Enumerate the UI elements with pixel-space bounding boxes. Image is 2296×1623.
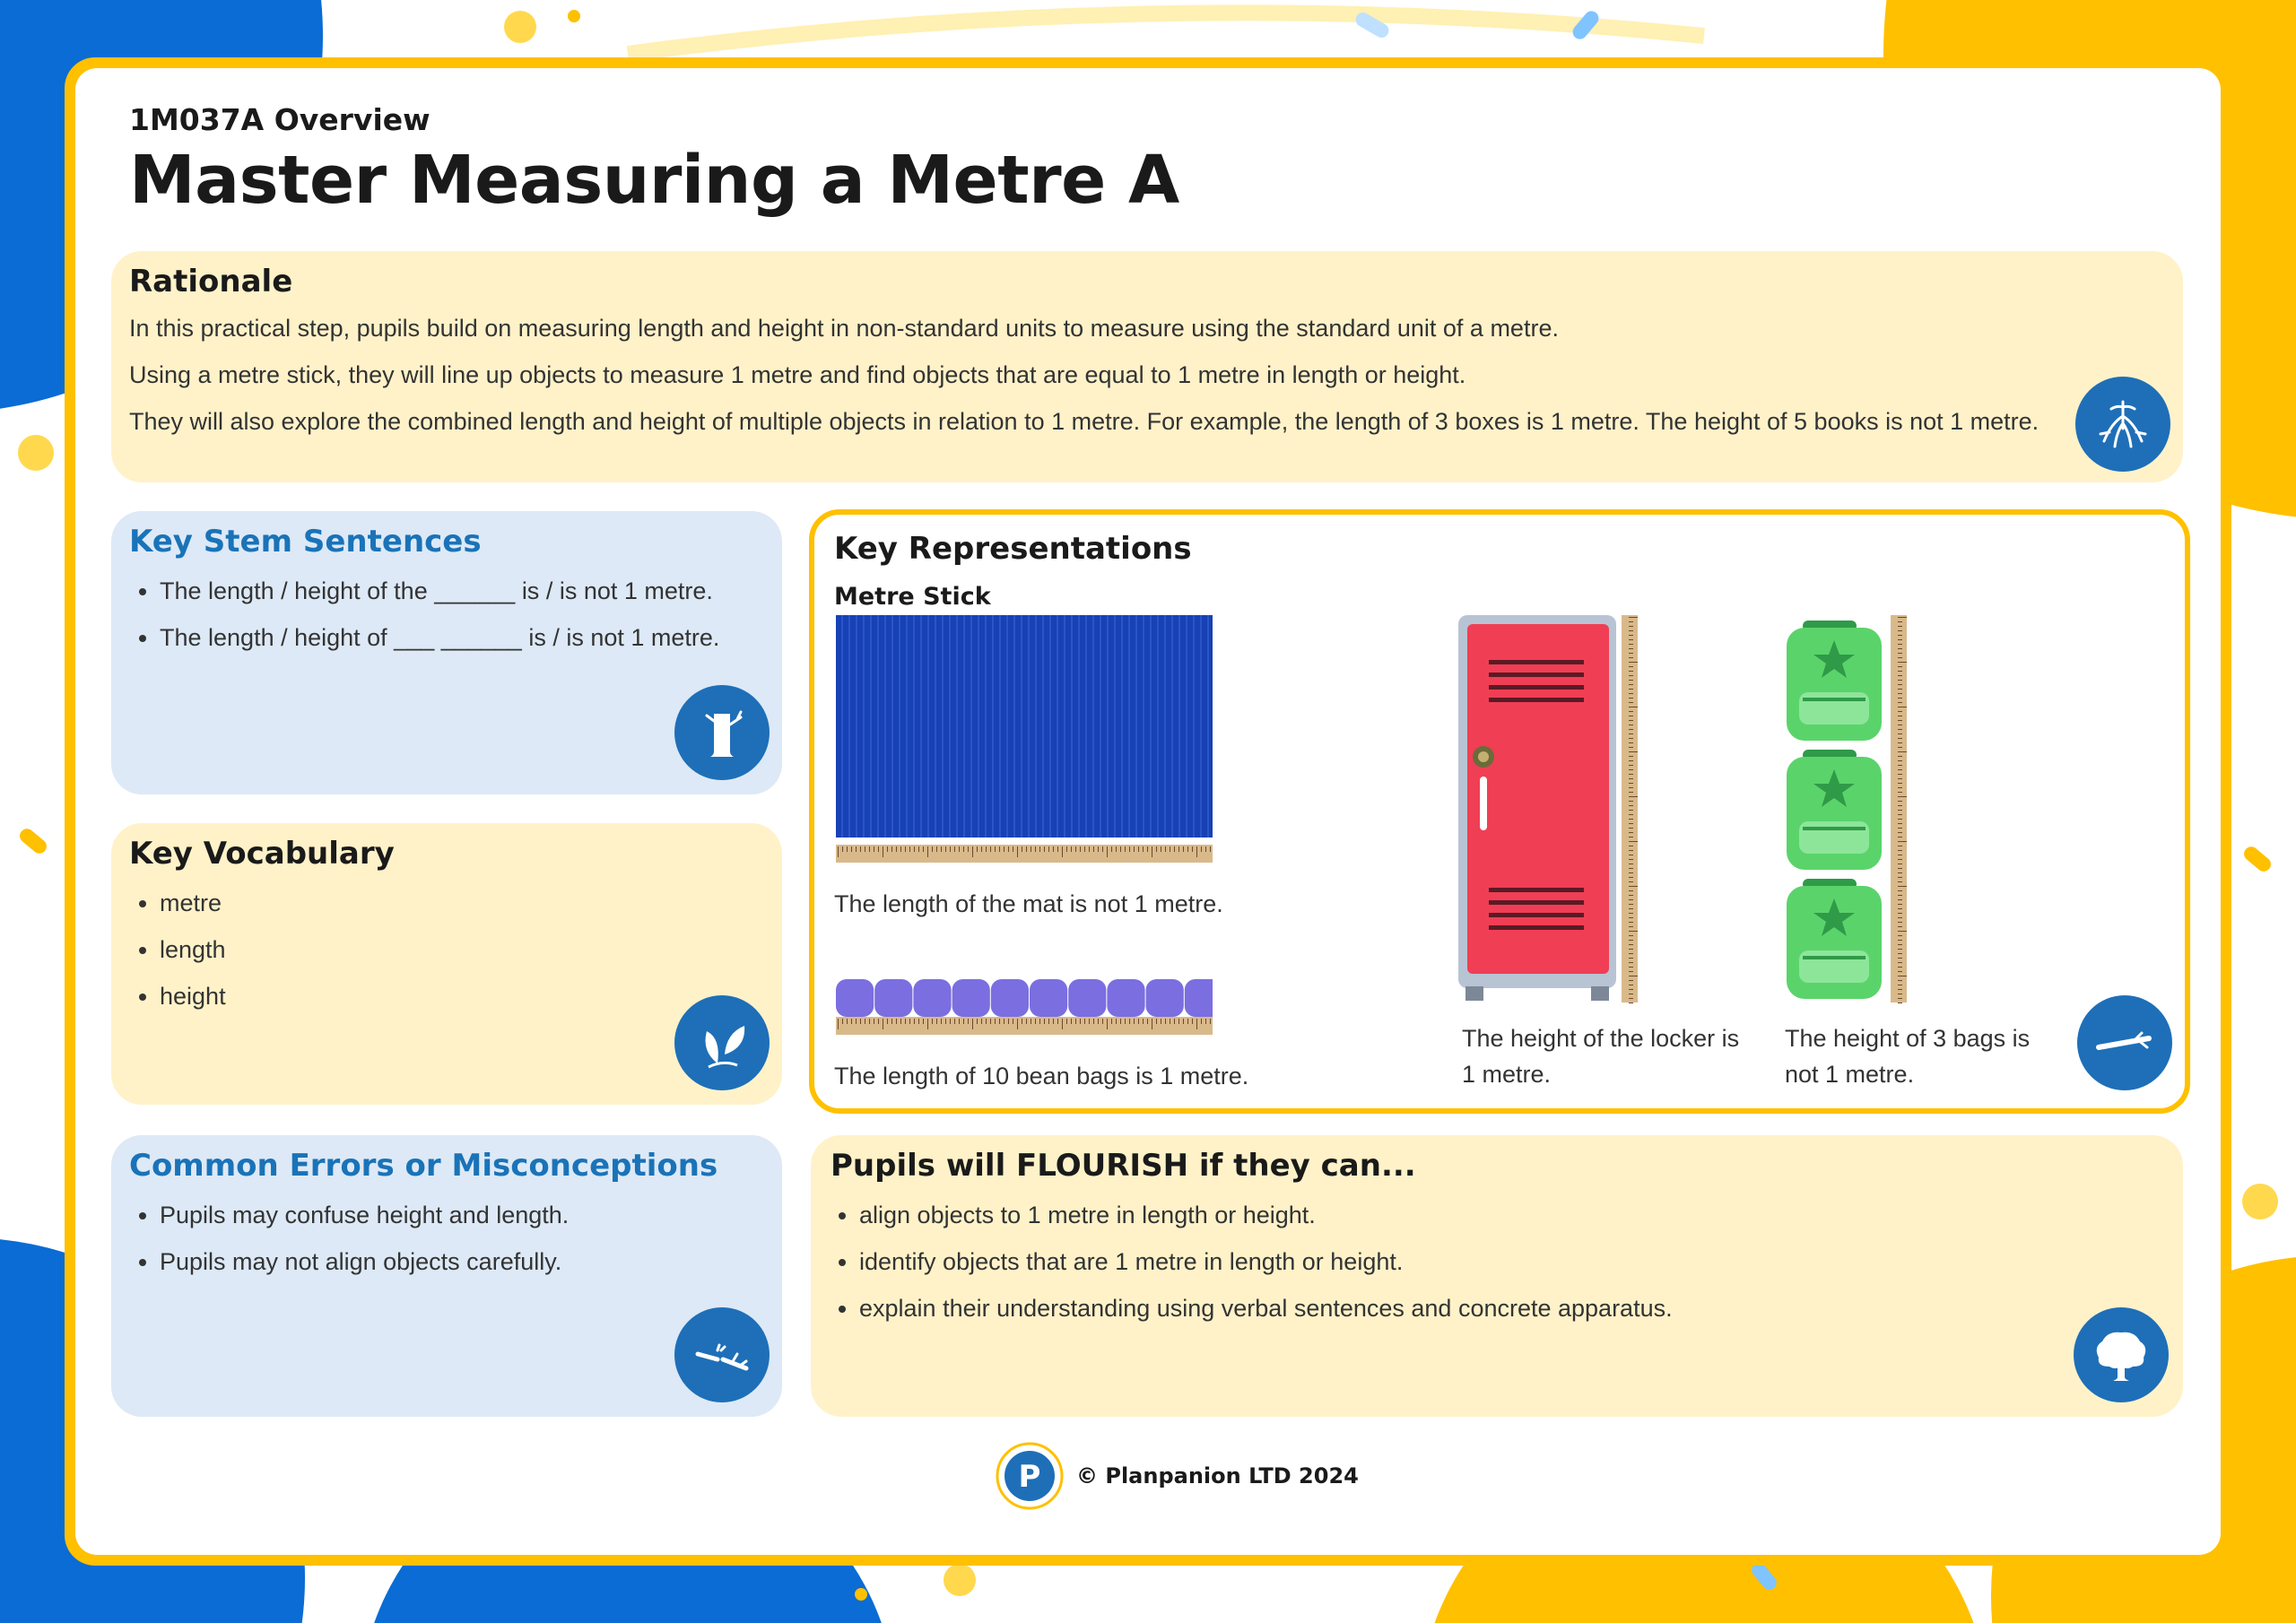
bags-caption: The height of 3 bags is not 1 metre. [1785, 1025, 2031, 1088]
vocabulary-heading: Key Vocabulary [129, 836, 395, 872]
bean-bags-caption: The length of 10 bean bags is 1 metre. [834, 1063, 1249, 1089]
misconceptions-list [129, 1200, 569, 1293]
list-item: • The length / height of the ______ is / is not 1 metre. [160, 576, 719, 606]
branch-icon [2077, 995, 2172, 1090]
page-title: Master Measuring a Metre A [129, 142, 1179, 219]
list-item: • height [160, 981, 226, 1011]
list-item: • identify objects that are 1 metre in length or height. [859, 1246, 1673, 1277]
broken-branch-icon [674, 1307, 770, 1402]
planpanion-logo [996, 1442, 1064, 1510]
rationale-panel [111, 251, 2183, 482]
bean-bag [913, 979, 951, 1017]
locker-illustration [1457, 615, 1650, 1006]
bean-bag [1146, 979, 1184, 1017]
flourish-panel [811, 1135, 2183, 1417]
vocabulary-panel [111, 823, 782, 1105]
roots-icon [2075, 377, 2170, 472]
bean-bag [1107, 979, 1144, 1017]
locker-caption: The height of the locker is 1 metre. [1462, 1025, 1740, 1088]
list-item: • length [160, 934, 226, 965]
backpack [1787, 621, 1882, 741]
full-tree-icon [2074, 1307, 2169, 1402]
bean-bag [836, 979, 874, 1017]
rationale-text [129, 314, 2111, 454]
rationale-paragraph: In this practical step, pupils build on measuring length and height in non-standard units to measure using the standard unit of a metre. [129, 315, 1559, 342]
stem-sentences-panel [111, 511, 782, 794]
list-item: • Pupils may not align objects carefully. [160, 1246, 569, 1277]
leaves-icon [674, 995, 770, 1090]
mat-caption: The length of the mat is not 1 metre. [834, 890, 1223, 917]
misconceptions-panel [111, 1135, 782, 1417]
bean-bag [1068, 979, 1106, 1017]
bean-bag [1030, 979, 1067, 1017]
list-item: • explain their understanding using verbal sentences and concrete apparatus. [859, 1293, 1673, 1324]
list-item: • align objects to 1 metre in length or height. [859, 1200, 1673, 1230]
stem-sentences-heading: Key Stem Sentences [129, 524, 482, 560]
bean-bag [991, 979, 1029, 1017]
rationale-paragraph: Using a metre stick, they will line up objects to measure 1 metre and find objects that are equal to 1 metre in length or height. [129, 361, 1466, 388]
representations-panel [809, 509, 2190, 1114]
backpack [1787, 879, 1882, 999]
vocabulary-list [129, 888, 226, 1028]
svg-text:P: P [1018, 1459, 1041, 1495]
stem-sentences-list [129, 576, 719, 669]
representations-heading: Key Representations [834, 531, 1192, 567]
bags-illustration [1783, 615, 1926, 1006]
bean-bag [1185, 979, 1213, 1017]
copyright-text: © Planpanion LTD 2024 [1076, 1463, 1359, 1488]
rationale-paragraph: They will also explore the combined length and height of multiple objects in relation to 1 metre. For example, the length of 3 boxes is 1 metre. The height of 5 books is not 1 metre. [129, 408, 2039, 435]
list-item: • Pupils may confuse height and length. [160, 1200, 569, 1230]
list-item: • metre [160, 888, 226, 918]
tree-trunk-icon [674, 685, 770, 780]
lesson-code: 1M037A Overview [129, 102, 430, 137]
rationale-heading: Rationale [129, 264, 293, 299]
metre-stick-label: Metre Stick [834, 583, 991, 611]
mat-and-beanbags-illustration [836, 615, 1213, 1071]
bean-bag [952, 979, 990, 1017]
list-item: • The length / height of ___ ______ is / is not 1 metre. [160, 622, 719, 653]
bean-bag [874, 979, 912, 1017]
flourish-list [829, 1200, 1673, 1340]
backpack [1787, 750, 1882, 870]
flourish-heading: Pupils will FLOURISH if they can... [831, 1148, 1416, 1184]
misconceptions-heading: Common Errors or Misconceptions [129, 1148, 718, 1184]
